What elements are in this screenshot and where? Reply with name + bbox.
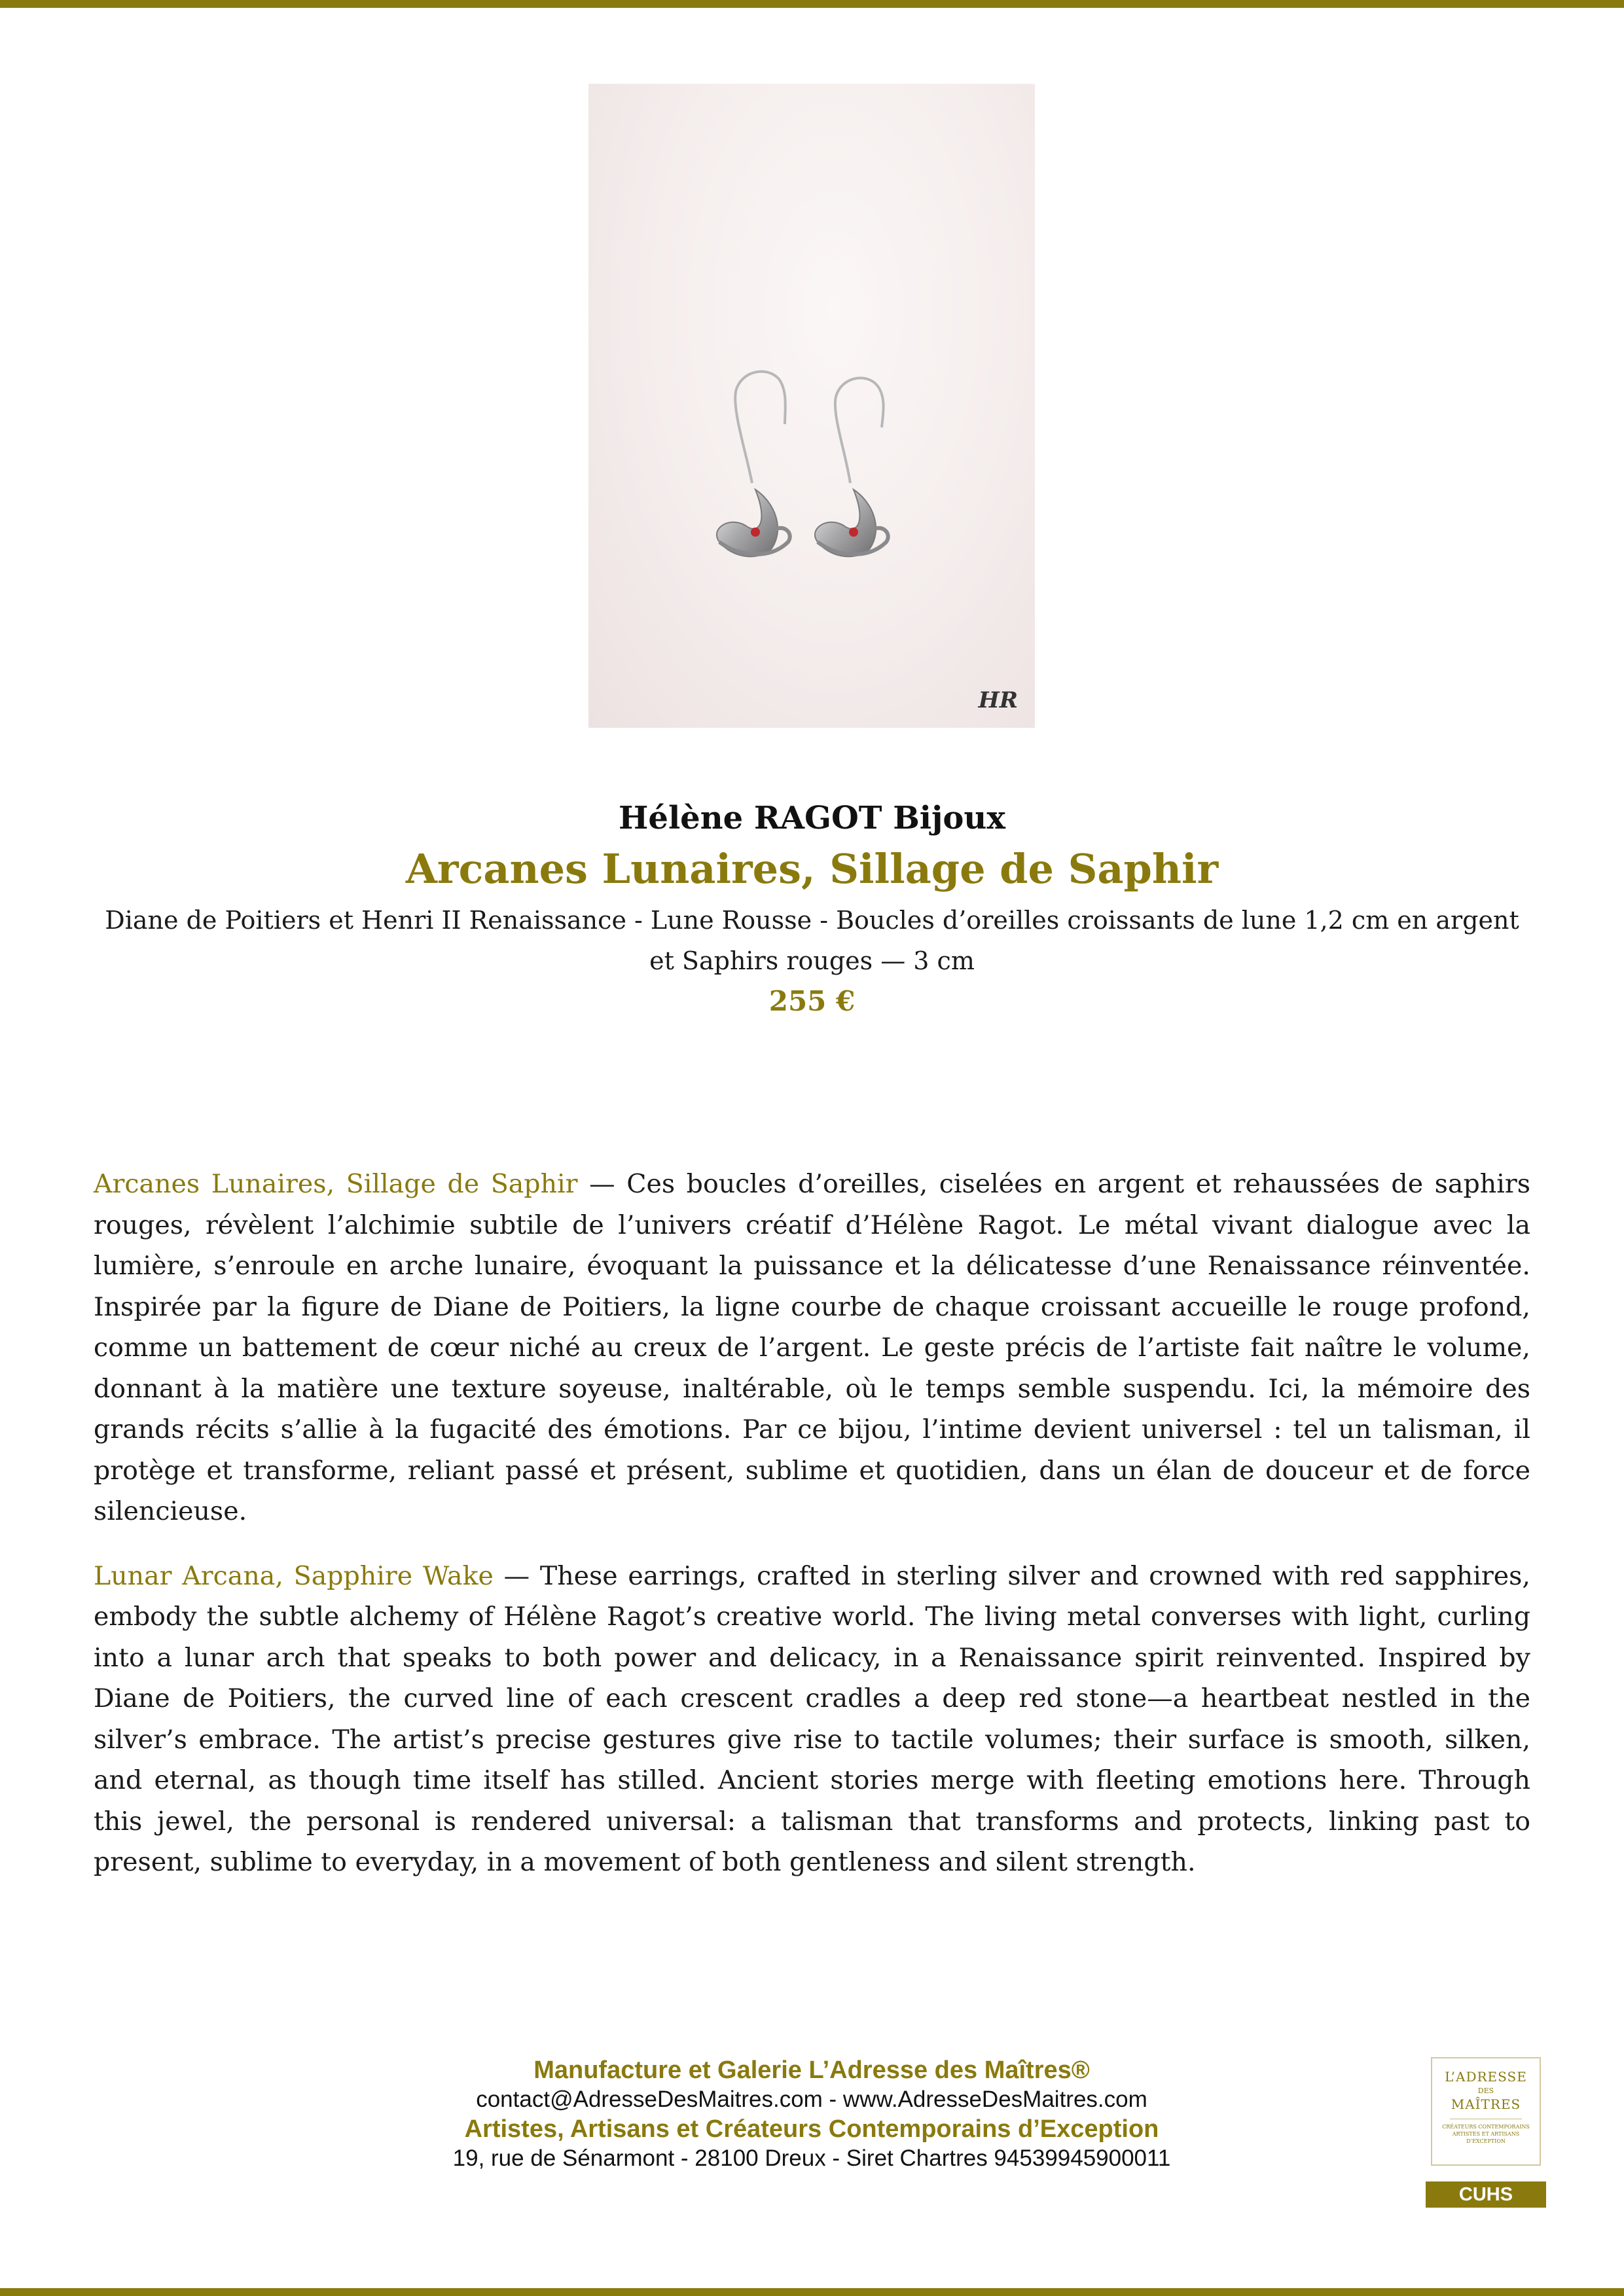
watermark: HR: [978, 687, 1018, 713]
top-border: [0, 0, 1624, 8]
footer: [367, 2055, 1257, 2173]
price: 255 €: [768, 985, 856, 1017]
description-fr-text: — Ces boucles d’oreilles, ciselées en argent et rehaussées de saphirs rouges, révèlent l’alchimie subtile de l’univers créatif d’Hélène Ragot. Le métal vivant dialogue avec la lumière, s’enroule en arche lunaire, évoquant la puissance et la délicatesse d’une Renaissance réinventée. Inspirée par la figure de Diane de Poitiers, la ligne courbe de chaque croissant accueille le rouge profond, comme un battement de cœur niché au creux de l’argent. Le geste précis de l’artiste fait naître le volume, donnant à la matière une texture soyeuse, inaltérable, où le temps semble suspendu. Ici, la mémoire des grands récits s’allie à la fugacité des émotions. Par ce bijou, l’intime devient universel : tel un talisman, il protège et transforme, reliant passé et présent, sublime et quotidien, dans un élan de douceur et de force silencieuse.: [94, 1169, 1530, 1526]
artist-name: Hélène RAGOT Bijoux: [619, 800, 1005, 836]
footer-address: 19, rue de Sénarmont - 28100 Dreux - Siret Chartres 94539945900011: [452, 2145, 1171, 2171]
work-title: Arcanes Lunaires, Sillage de Saphir: [405, 845, 1219, 893]
footer-company: Manufacture et Galerie L’Adresse des Maîtres®: [533, 2056, 1090, 2084]
gallery-logo: [1431, 2057, 1541, 2166]
footer-tagline: Artistes, Artisans et Créateurs Contemporains d’Exception: [464, 2115, 1159, 2143]
description: [94, 1164, 1530, 1907]
description-en: [94, 1556, 1530, 1883]
work-subtitle: Diane de Poitiers et Henri II Renaissance - Lune Rousse - Boucles d’oreilles croissants de lune 1,2 cm en argent et Saphirs rouges — 3 cm: [105, 906, 1519, 975]
footer-contact: contact@AdresseDesMaitres.com - www.AdresseDesMaitres.com: [476, 2087, 1147, 2112]
bottom-border: [0, 2288, 1624, 2296]
product-photo: [588, 84, 1035, 728]
logo-line-1: L’ADRESSE: [1445, 2069, 1527, 2085]
logo-small-1: CRÉATEURS CONTEMPORAINS: [1442, 2124, 1530, 2130]
logo-line-3: MAÎTRES: [1451, 2096, 1521, 2112]
logo-small-3: D’EXCEPTION: [1466, 2138, 1506, 2144]
description-fr-lead: Arcanes Lunaires, Sillage de Saphir: [94, 1169, 578, 1199]
logo-small-2: ARTISTES ET ARTISANS: [1452, 2131, 1520, 2137]
description-en-lead: Lunar Arcana, Sapphire Wake: [94, 1560, 494, 1591]
logo-line-2: DES: [1477, 2087, 1494, 2095]
description-en-text: — These earrings, crafted in sterling silver and crowned with red sapphires, embody the subtle alchemy of Hélène Ragot’s creative world. The living metal converses with light, curling into a lunar arch that speaks to both power and delicacy, in a Renaissance spirit reinvented. Inspired by Diane de Poitiers, the curved line of each crescent cradles a deep red stone—a heartbeat nestled in the silver’s embrace. The artist’s precise gestures give rise to tactile volumes; their surface is smooth, silken, and eternal, as though time itself has stilled. Ancient stories merge with fleeting emotions here. Through this jewel, the personal is rendered universal: a talisman that transforms and protects, linking past to present, sublime to everyday, in a movement of both gentleness and silent strength.: [94, 1560, 1530, 1877]
cuhs-badge: CUHS: [1426, 2181, 1546, 2208]
title-block: [65, 795, 1559, 1022]
earrings-illustration: [588, 84, 1035, 728]
description-fr: [94, 1164, 1530, 1532]
